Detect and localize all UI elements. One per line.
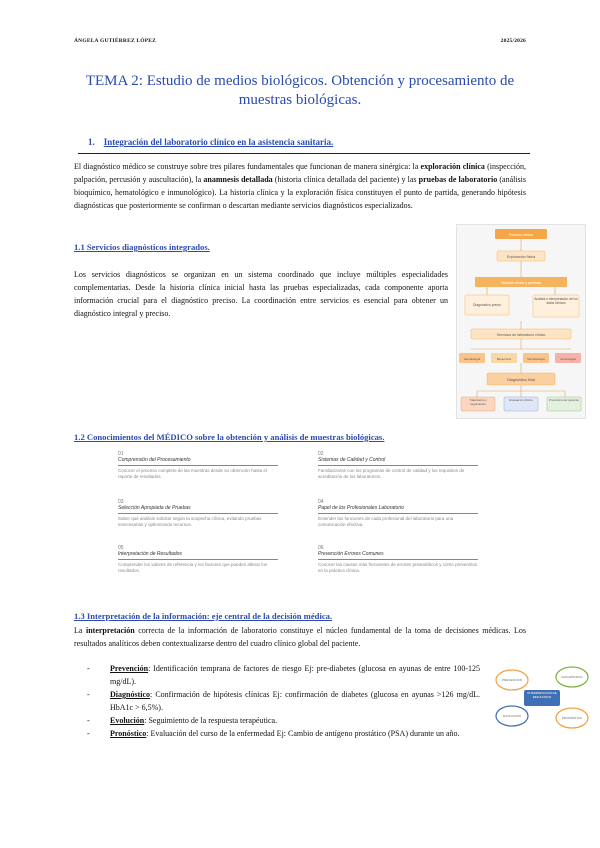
- knowledge-card: 05 Interpretación de Resultados Comprender los valores de referencia y los factores que pueden alterar los resultados.: [118, 545, 278, 574]
- section-1-3-title: 1.3 Interpretación de la información: eje central de la decisión médica.: [74, 611, 333, 621]
- list-item: - Pronóstico: Evaluación del curso de la enfermedad Ej: Cambio de antígeno prostático (PSA) durante un año.: [87, 729, 460, 738]
- list-item: - Evolución: Seguimiento de la respuesta terapéutica.: [87, 716, 278, 725]
- flow-node-9c: Pronóstico del paciente: [548, 399, 580, 402]
- bold-interpretacion: interpretación: [85, 626, 135, 635]
- section-1-3-text: La interpretación correcta de la información de laboratorio constituye el núcleo fundamental de la toma de decisiones médicas. Los resultados analíticos deben contextualizarse dentro del cuadro clínico global del paciente.: [74, 626, 527, 648]
- cycle-label-evolucion: EVOLUCIÓN: [503, 714, 521, 718]
- intro-bold-exploracion: exploración clínica: [420, 162, 485, 171]
- knowledge-card: 06 Prevención Errores Comunes Conocer las causas más frecuentes de errores preanalíticos y cómo prevenirlos en la práctica clínica.: [318, 545, 478, 573]
- diagnostic-flowchart: [456, 224, 586, 419]
- section-1-1-title: 1.1 Servicios diagnósticos integrados.: [74, 242, 210, 252]
- intro-paragraph: El diagnóstico médico se construye sobre tres pilares fundamentales que funcionan de manera sinérgica: la exploración clínica (inspección, palpación, percusión y auscultación), la anamnesis detallada (historia clínica detallada del paciente) y las pruebas de laboratorio (análisis bioquímico, hematológico e inmunológico). La historia clínica y la exploración física constituyen el punto de partida, generando hipótesis diagnósticas que posteriormente se confirman o descartan mediante servicios diagnósticos especializados.: [74, 162, 527, 210]
- flow-node-6: Servicios de laboratorio clínico: [496, 333, 546, 337]
- header-year: 2025/2026: [500, 38, 526, 44]
- cycle-label-pronostico: PRONÓSTICO: [561, 716, 583, 720]
- section-1-title: Integración del laboratorio clínico en la asistencia sanitaria.: [103, 137, 334, 147]
- flow-node-7c: Microbiología: [527, 357, 545, 361]
- knowledge-card: 04 Papel de los Profesionales Laboratorio Entender las funciones de cada profesional del laboratorio para una comunicación efectiva.: [318, 499, 478, 528]
- cycle-label-diagnostico: DIAGNÓSTICO: [561, 675, 583, 679]
- page-title: TEMA 2: Estudio de medios biológicos. Obtención y procesamiento de muestras biológicas.: [85, 73, 515, 108]
- cycle-center: INTERPRETACIÓN DE RESULTADOS: [527, 692, 557, 699]
- flow-node-8: Diagnóstico final: [507, 378, 535, 382]
- flow-node-7b: Bioquímica: [496, 357, 512, 361]
- flow-node-1: Proceso clínico: [508, 233, 534, 237]
- flow-node-9b: Evaluación clínica: [509, 399, 533, 402]
- flow-node-9a: Tratamiento y seguimiento: [469, 399, 487, 406]
- section-1-number: 1.: [88, 137, 95, 147]
- flow-node-5: Análisis e interpretación de los datos clínicos: [534, 297, 578, 305]
- interpretation-cycle-diagram: [492, 664, 592, 730]
- flow-node-4: Diagnóstico previo: [473, 303, 501, 307]
- knowledge-grid: [112, 447, 480, 587]
- list-item: - Prevención: Identificación temprana de factores de riesgo Ej: pre-diabetes (glucosa en ayunas de entre 100-125 mg/dL).: [87, 664, 480, 686]
- list-item: - Diagnóstico: Confirmación de hipótesis clínicas Ej: confirmación de diabetes (glucosa en ayunas >126 mg/dL. HbA1c > 6,5%).: [87, 690, 480, 712]
- flow-node-7d: Inmunología: [560, 357, 576, 361]
- flow-node-3: Historia clínica y pruebas: [500, 281, 542, 285]
- flow-node-2: Exploración física: [506, 255, 536, 259]
- section-1-1-text: Los servicios diagnósticos se organizan en un sistema coordinado que incluye múltiples especialidades complementarias. Desde la historia clínica inicial hasta las pruebas especializadas, cada componente aporta información crucial para el diagnóstico preciso. La coordinación entre servicios es esencial para obtener un diagnóstico integral y preciso.: [74, 270, 448, 318]
- knowledge-card: 01 Comprensión del Procesamiento Conocer el proceso completo de las muestras desde su obtención hasta el reporte de resultados.: [118, 451, 278, 480]
- interpretation-uses-list: [87, 662, 480, 740]
- intro-bold-pruebas: pruebas de laboratorio: [418, 175, 498, 184]
- intro-bold-anamnesis: anamnesis detallada: [203, 175, 273, 184]
- section-1-heading: [88, 137, 333, 147]
- cycle-label-prevencion: PREVENCIÓN: [502, 678, 522, 682]
- flow-node-7a: Hematología: [463, 357, 481, 361]
- knowledge-card: 03 Selección Apropiada de Pruebas Saber qué análisis solicitar según la sospecha clínica, evitando pruebas innecesarias y optimizando recursos.: [118, 499, 278, 528]
- section-1-2-title: 1.2 Conocimientos del MÉDICO sobre la obtención y análisis de muestras biológicas.: [74, 432, 385, 442]
- knowledge-card: 02 Sistemas de Calidad y Control Familiarizarse con los programas de control de calidad y los requisitos de acreditación de los laboratorios.: [318, 451, 478, 480]
- section-divider: [78, 153, 530, 154]
- header-author: ÁNGELA GUTIÉRREZ LÓPEZ: [74, 38, 157, 44]
